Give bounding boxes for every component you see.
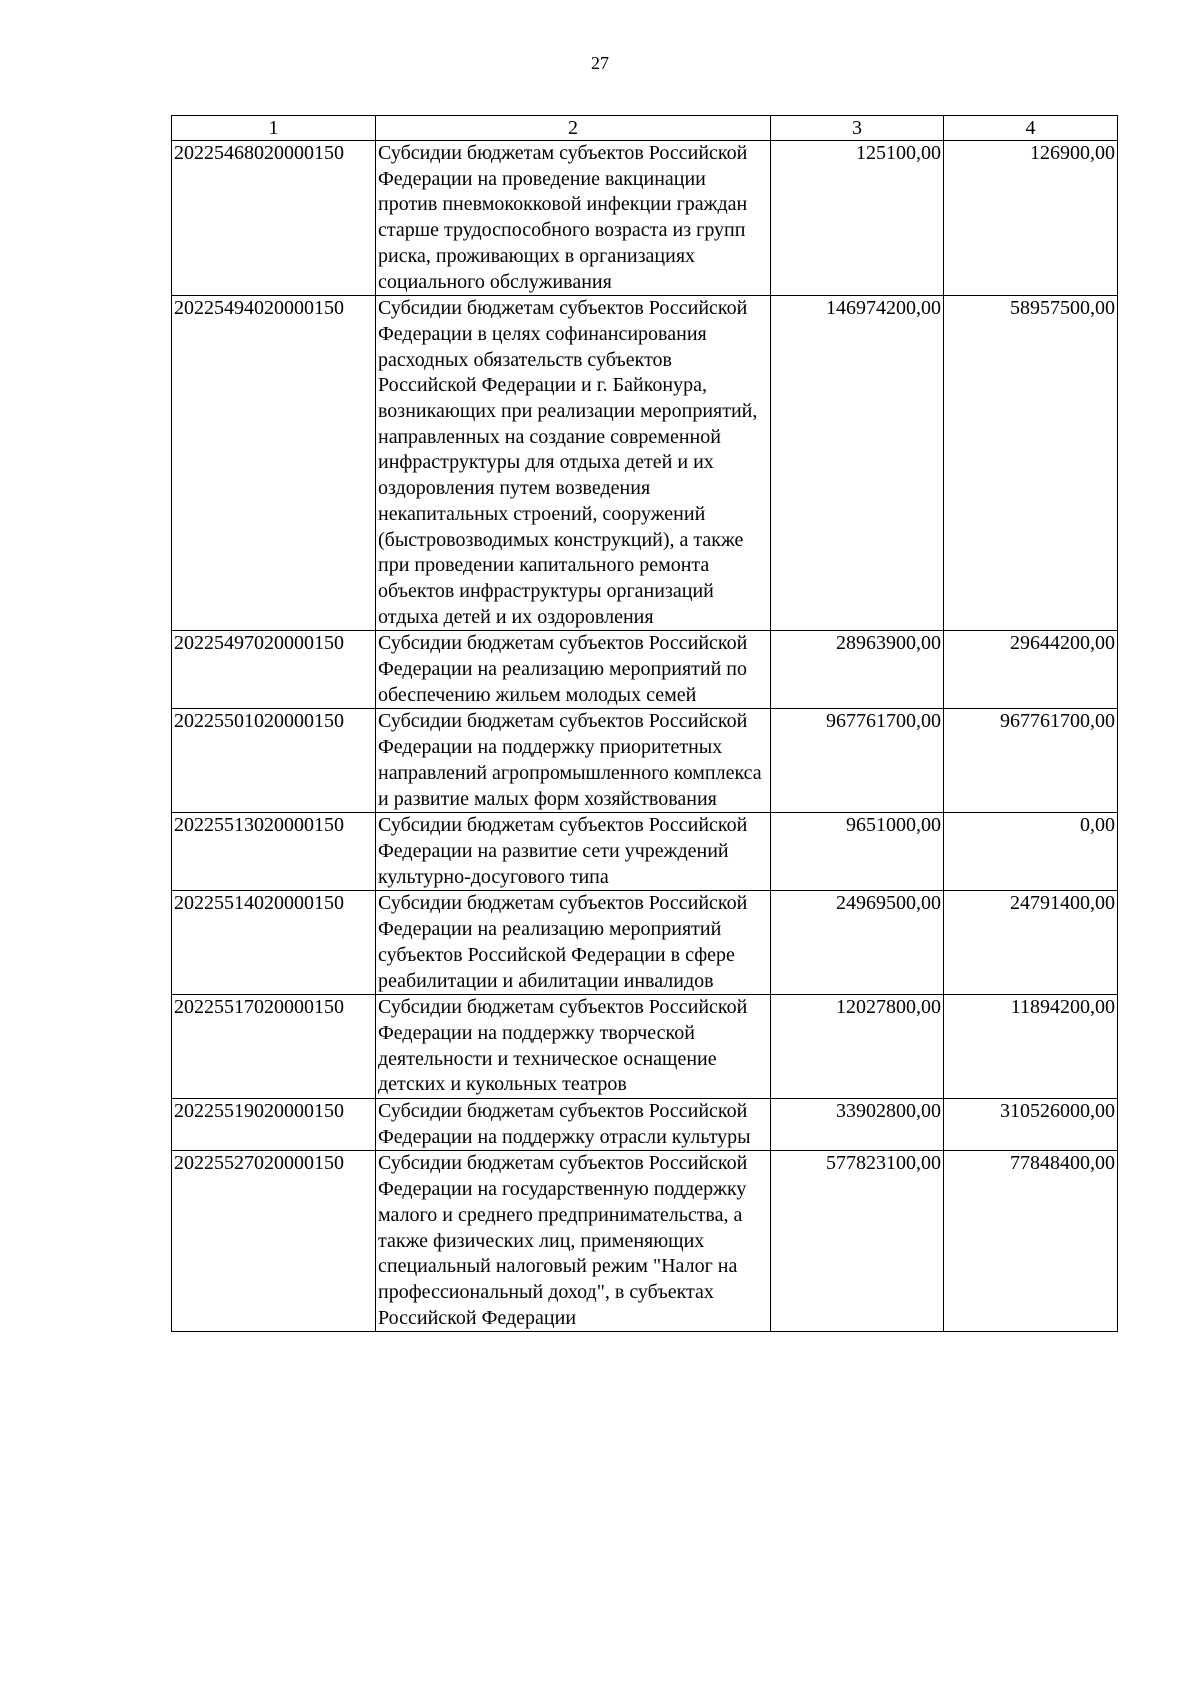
page-number: 27 xyxy=(591,53,609,73)
budget-table xyxy=(171,115,1118,1332)
column-header-3: 3 xyxy=(771,116,944,141)
row-code: 20225527020000150 xyxy=(172,1151,376,1332)
row-code: 20225497020000150 xyxy=(172,631,376,709)
row-value-4: 24791400,00 xyxy=(944,891,1118,995)
row-name: Субсидии бюджетам субъектов Российской Федерации на поддержку отрасли культуры xyxy=(376,1099,771,1151)
table-row xyxy=(172,141,1118,296)
row-name: Субсидии бюджетам субъектов Российской Федерации на поддержку приоритетных направлений агропромышленного комплекса и развитие малых форм хозяйствования xyxy=(376,709,771,813)
row-value-3: 146974200,00 xyxy=(771,296,944,631)
row-name: Субсидии бюджетам субъектов Российской Федерации в целях софинансирования расходных обязательств субъектов Российской Федерации и г. Байконура, возникающих при реализации мероприятий, направленных на создание современной инфраструктуры для отдыха детей и их оздоровления путем возведения некапитальных строений, сооружений (быстровозводимых конструкций), а также при проведении капитального ремонта объектов инфраструктуры организаций отдыха детей и их оздоровления xyxy=(376,296,771,631)
row-value-4: 310526000,00 xyxy=(944,1099,1118,1151)
header-row xyxy=(172,116,1118,141)
row-value-4: 967761700,00 xyxy=(944,709,1118,813)
table-row xyxy=(172,1151,1118,1332)
row-code: 20225468020000150 xyxy=(172,141,376,296)
column-header-2: 2 xyxy=(376,116,771,141)
table-row xyxy=(172,813,1118,891)
table-row xyxy=(172,1099,1118,1151)
row-value-3: 967761700,00 xyxy=(771,709,944,813)
row-name: Субсидии бюджетам субъектов Российской Федерации на реализацию мероприятий по обеспечению жильем молодых семей xyxy=(376,631,771,709)
column-header-4: 4 xyxy=(944,116,1118,141)
column-header-1: 1 xyxy=(172,116,376,141)
table-row xyxy=(172,296,1118,631)
row-value-3: 12027800,00 xyxy=(771,995,944,1099)
row-code: 20225519020000150 xyxy=(172,1099,376,1151)
row-name: Субсидии бюджетам субъектов Российской Федерации на государственную поддержку малого и среднего предпринимательства, а также физических лиц, применяющих специальный налоговый режим "Налог на профессиональный доход", в субъектах Российской Федерации xyxy=(376,1151,771,1332)
row-name: Субсидии бюджетам субъектов Российской Федерации на реализацию мероприятий субъектов Российской Федерации в сфере реабилитации и абилитации инвалидов xyxy=(376,891,771,995)
row-value-4: 58957500,00 xyxy=(944,296,1118,631)
row-name: Субсидии бюджетам субъектов Российской Федерации на развитие сети учреждений культурно-досугового типа xyxy=(376,813,771,891)
row-value-3: 125100,00 xyxy=(771,141,944,296)
row-value-3: 577823100,00 xyxy=(771,1151,944,1332)
row-name: Субсидии бюджетам субъектов Российской Федерации на поддержку творческой деятельности и техническое оснащение детских и кукольных театров xyxy=(376,995,771,1099)
table-row xyxy=(172,891,1118,995)
table-header xyxy=(172,116,1118,141)
table-row xyxy=(172,995,1118,1099)
row-value-3: 28963900,00 xyxy=(771,631,944,709)
row-value-4: 77848400,00 xyxy=(944,1151,1118,1332)
table-row xyxy=(172,709,1118,813)
table-body xyxy=(172,141,1118,1332)
row-value-3: 9651000,00 xyxy=(771,813,944,891)
row-code: 20225494020000150 xyxy=(172,296,376,631)
row-value-4: 126900,00 xyxy=(944,141,1118,296)
row-code: 20225501020000150 xyxy=(172,709,376,813)
row-name: Субсидии бюджетам субъектов Российской Федерации на проведение вакцинации против пневмококковой инфекции граждан старше трудоспособного возраста из групп риска, проживающих в организациях социального обслуживания xyxy=(376,141,771,296)
row-value-3: 33902800,00 xyxy=(771,1099,944,1151)
row-value-4: 29644200,00 xyxy=(944,631,1118,709)
row-code: 20225517020000150 xyxy=(172,995,376,1099)
row-value-4: 0,00 xyxy=(944,813,1118,891)
row-value-3: 24969500,00 xyxy=(771,891,944,995)
row-code: 20225513020000150 xyxy=(172,813,376,891)
table-row xyxy=(172,631,1118,709)
row-code: 20225514020000150 xyxy=(172,891,376,995)
row-value-4: 11894200,00 xyxy=(944,995,1118,1099)
